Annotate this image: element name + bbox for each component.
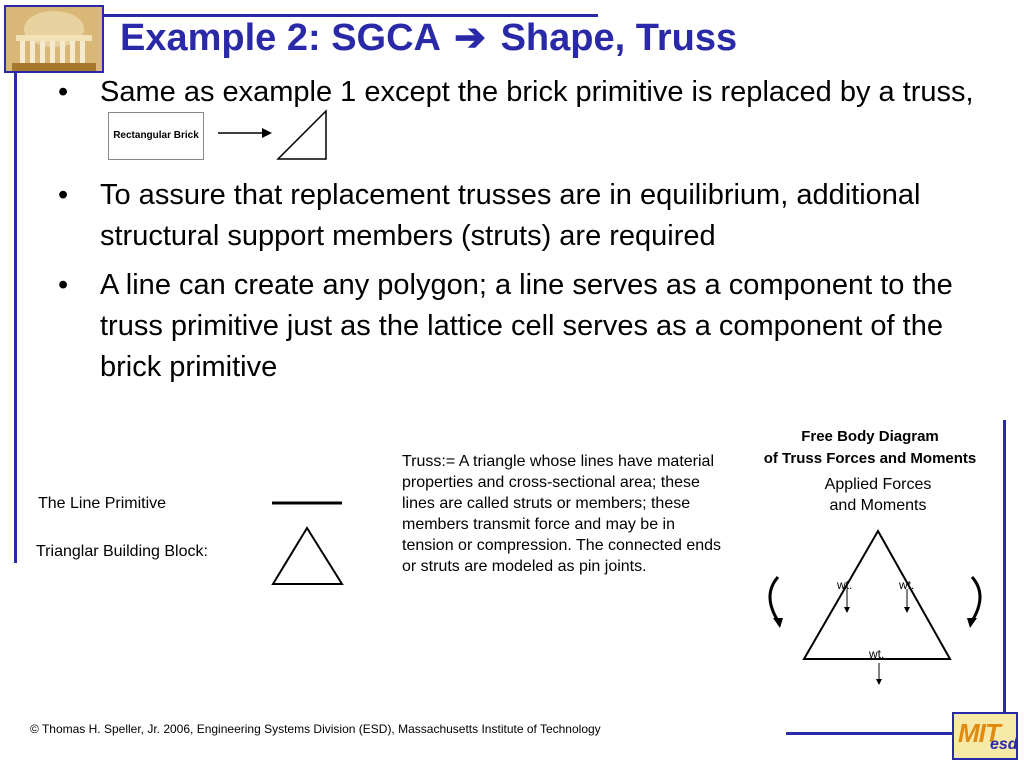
- title-part-1: Example 2: SGCA: [120, 17, 440, 59]
- line-primitive-icon: [270, 496, 346, 510]
- triangle-building-block-icon: [270, 524, 346, 588]
- weight-label-right: wt.: [899, 578, 915, 592]
- weight-label-left: wt.: [837, 578, 853, 592]
- left-moment-arrowhead-icon: [773, 618, 783, 628]
- weight-label-bottom: wt.: [869, 647, 885, 661]
- truss-definition: Truss:= A triangle whose lines have material properties and cross-sectional area; these lines are called struts or members; these members transmit force and may be in tension or compression. The connected ends or struts are modeled as pin joints.: [402, 453, 722, 575]
- bullet-list: [58, 72, 978, 396]
- copyright-footer: © Thomas H. Speller, Jr. 2006, Engineering Systems Division (ESD), Massachusetts Institute of Technology: [30, 722, 601, 736]
- left-frame-line: [14, 73, 17, 563]
- truss-triangle-icon: [278, 111, 326, 159]
- bullet-item-3: [58, 265, 978, 388]
- title-part-2: Shape, Truss: [500, 17, 738, 59]
- mit-dome-logo: [4, 5, 104, 73]
- logo-esd-text: esd: [990, 736, 1018, 753]
- bullet-3-text: A line can create any polygon; a line serves as a component to the truss primitive just as the lattice cell serves as a component of the brick primitive: [100, 269, 953, 383]
- logo-mit-text: MIT: [958, 718, 1000, 748]
- arrow-head-icon: [262, 128, 272, 138]
- slide-title: [120, 14, 737, 62]
- bottom-frame-line: [786, 732, 952, 735]
- fbd-subtitle: [778, 474, 978, 516]
- right-frame-line: [1003, 420, 1006, 712]
- brick-to-truss-diagram: [212, 109, 330, 163]
- title-arrow-icon: ➔: [454, 17, 486, 59]
- free-body-diagram: [760, 525, 996, 690]
- bullet-item-1: [58, 72, 978, 167]
- rectangular-brick-box: [108, 112, 204, 160]
- fbd-title-line-1: Free Body Diagram: [801, 428, 939, 445]
- line-primitive-label: The Line Primitive: [38, 495, 167, 512]
- fbd-sub-line-1: Applied Forces: [824, 476, 932, 493]
- dome-icon: [6, 7, 102, 71]
- right-moment-icon: [972, 577, 980, 621]
- bullet-item-2: [58, 175, 978, 257]
- fbd-title: [738, 426, 1002, 470]
- left-moment-icon: [770, 577, 778, 621]
- fbd-title-line-2: of Truss Forces and Moments: [763, 450, 977, 467]
- fbd-truss-triangle-icon: [804, 531, 950, 659]
- fbd-sub-line-2: and Moments: [829, 497, 927, 514]
- bullet-1-text: Same as example 1 except the brick primitive is replaced by a truss,: [100, 76, 974, 108]
- triangle-block-label: Trianglar Building Block:: [36, 543, 208, 560]
- mit-esd-logo: [952, 712, 1018, 760]
- right-moment-arrowhead-icon: [967, 618, 977, 628]
- brick-label: Rectangular Brick: [113, 130, 199, 141]
- bullet-2-text: To assure that replacement trusses are in equilibrium, additional structural support members (struts) are required: [100, 179, 921, 252]
